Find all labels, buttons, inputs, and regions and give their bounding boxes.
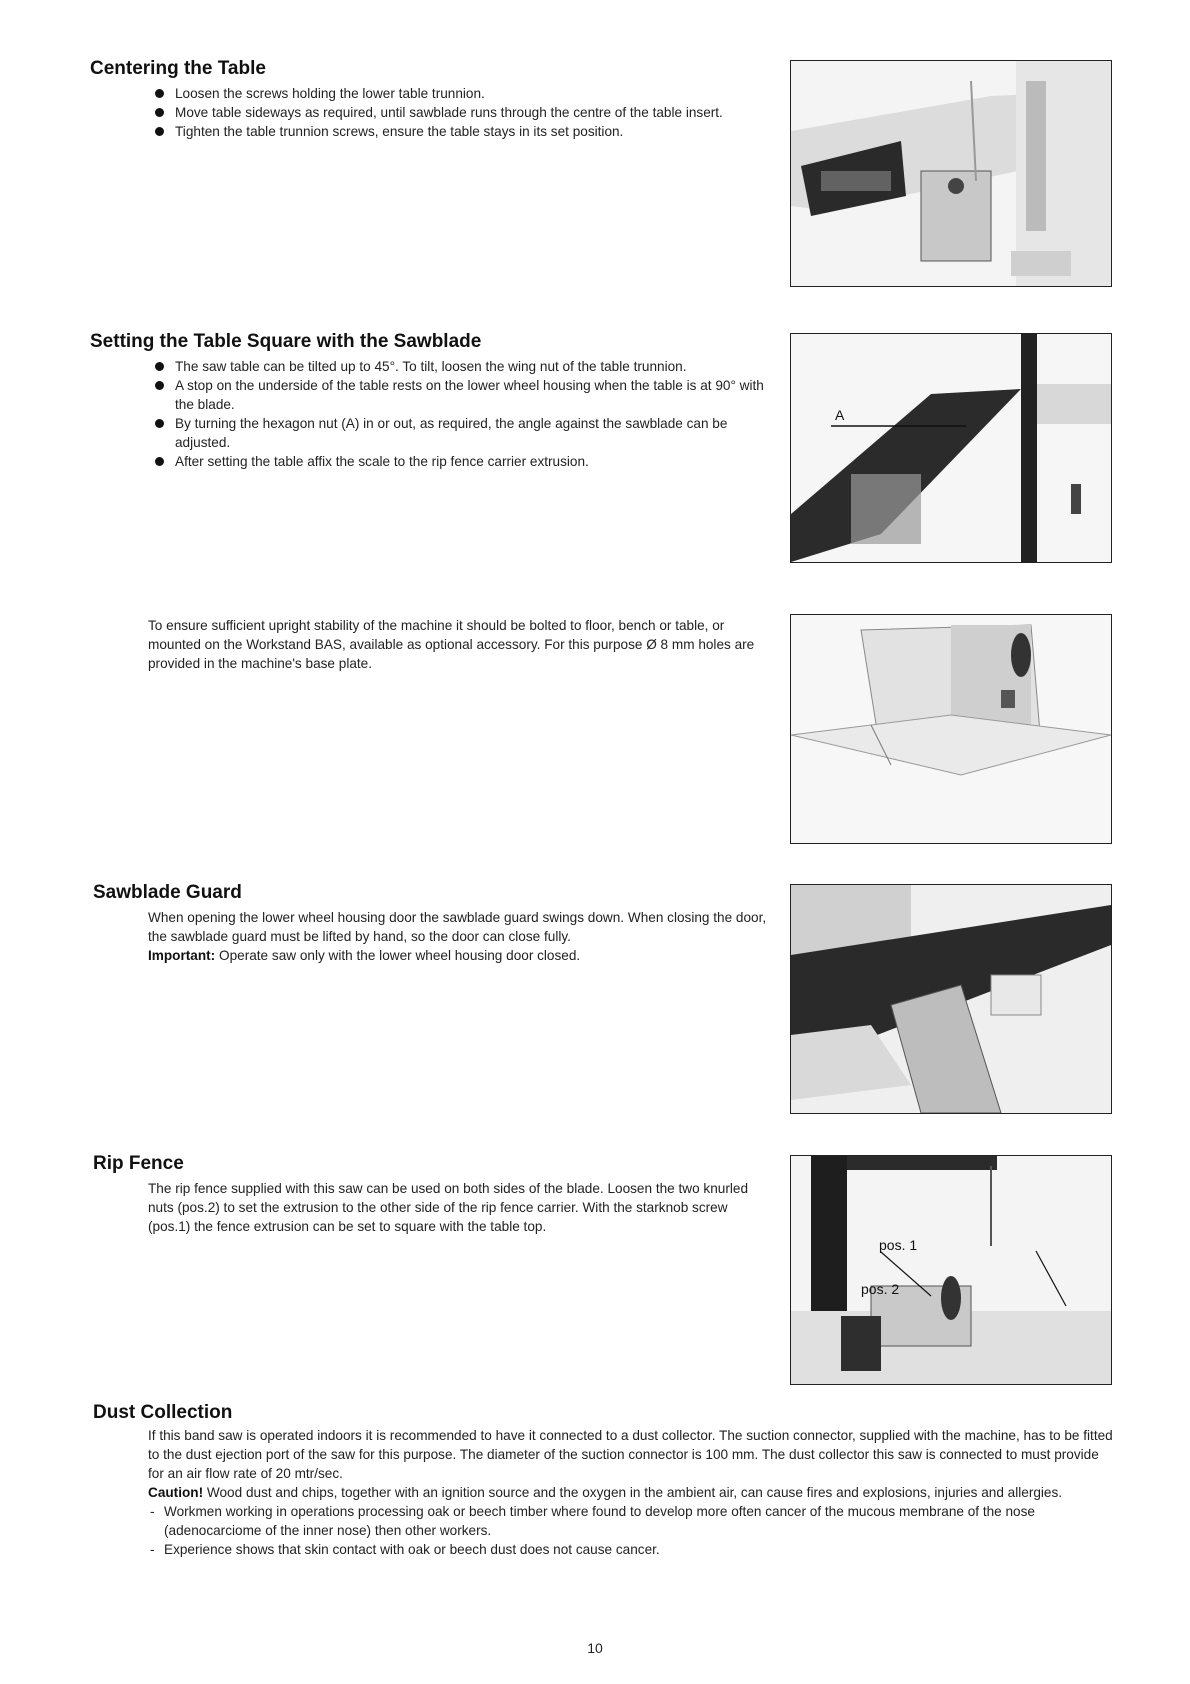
bullet-item: Loosen the screws holding the lower table trunnion. bbox=[148, 84, 770, 103]
section-title-sawblade-guard: Sawblade Guard bbox=[93, 882, 242, 903]
section-title-centering: Centering the Table bbox=[90, 58, 266, 79]
section-centering bbox=[90, 58, 770, 141]
section-table-square bbox=[90, 331, 770, 471]
section-rip-fence bbox=[93, 1153, 773, 1236]
section-title-rip-fence: Rip Fence bbox=[93, 1153, 184, 1174]
bullet-item: Move table sideways as required, until sawblade runs through the centre of the table insert. bbox=[148, 103, 770, 122]
important-text: Operate saw only with the lower wheel housing door closed. bbox=[219, 948, 581, 963]
rip-fence-paragraph: The rip fence supplied with this saw can be used on both sides of the blade. Loosen the two knurled nuts (pos.2) to set the extrusion to the other side of the rip fence carrier. With the starknob screw (pos.1) the fence extrusion can be set to square with the table top. bbox=[148, 1181, 749, 1234]
dash-item: - Experience shows that skin contact with oak or beech dust does not cause cancer. bbox=[148, 1540, 1118, 1559]
photo-label-pos2: pos. 2 bbox=[861, 1281, 900, 1297]
section-stability bbox=[148, 616, 768, 673]
photo-table-tilt bbox=[790, 333, 1112, 563]
bullet-item: By turning the hexagon nut (A) in or out, as required, the angle against the sawblade can be adjusted. bbox=[148, 414, 768, 452]
section-sawblade-guard bbox=[93, 882, 773, 965]
photo-sawblade-guard bbox=[790, 884, 1112, 1114]
photo-rip-fence bbox=[790, 1155, 1112, 1385]
bullet-item: Tighten the table trunnion screws, ensure the table stays in its set position. bbox=[148, 122, 770, 141]
stability-paragraph: To ensure sufficient upright stability of the machine it should be bolted to floor, bench or table, or mounted on the Workstand BAS, available as optional accessory. For this purpose Ø 8 mm holes are provided in the machine's base plate. bbox=[148, 618, 755, 671]
caution-label: Caution! bbox=[148, 1485, 204, 1500]
important-label: Important: bbox=[148, 948, 216, 963]
bullet-item: The saw table can be tilted up to 45°. To tilt, loosen the wing nut of the table trunnion. bbox=[148, 357, 768, 376]
page-number: 10 bbox=[587, 1640, 603, 1656]
caution-text: Wood dust and chips, together with an ignition source and the oxygen in the ambient air, can cause fires and explosions, injuries and allergies. bbox=[206, 1485, 1063, 1500]
bullet-list-table-square bbox=[148, 357, 768, 471]
bullet-item: A stop on the underside of the table rests on the lower wheel housing when the table is at 90° with the blade. bbox=[148, 376, 768, 414]
photo-label-pos1: pos. 1 bbox=[879, 1237, 918, 1253]
bullet-item: After setting the table affix the scale to the rip fence carrier extrusion. bbox=[148, 452, 768, 471]
guard-important bbox=[148, 946, 768, 965]
photo-base-plate bbox=[790, 614, 1112, 844]
bullet-list-centering bbox=[148, 84, 770, 141]
dash-item: - Workmen working in operations processing oak or beech timber where found to develop more often cancer of the mucous membrane of the nose (adenocarciome of the inner nose) then other workers. bbox=[148, 1502, 1118, 1540]
section-title-table-square: Setting the Table Square with the Sawblade bbox=[90, 331, 482, 352]
dust-paragraph: If this band saw is operated indoors it is recommended to have it connected to a dust collector. The suction connector, supplied with the machine, has to be fitted to the dust ejection port of the saw for this purpose. The diameter of the suction connector is 100 mm. The dust collector this saw is connected to must provide for an air flow rate of 20 mtr/sec. bbox=[148, 1428, 1113, 1481]
section-title-dust-collection: Dust Collection bbox=[93, 1402, 233, 1423]
section-dust-collection bbox=[93, 1402, 1123, 1559]
dust-dash-list bbox=[148, 1502, 1118, 1559]
photo-label-a: A bbox=[835, 407, 845, 423]
dust-caution bbox=[148, 1483, 1118, 1502]
guard-paragraph: When opening the lower wheel housing door the sawblade guard swings down. When closing the door, the sawblade guard must be lifted by hand, so the door can close fully. bbox=[148, 910, 767, 944]
photo-table-trunnion bbox=[790, 60, 1112, 287]
